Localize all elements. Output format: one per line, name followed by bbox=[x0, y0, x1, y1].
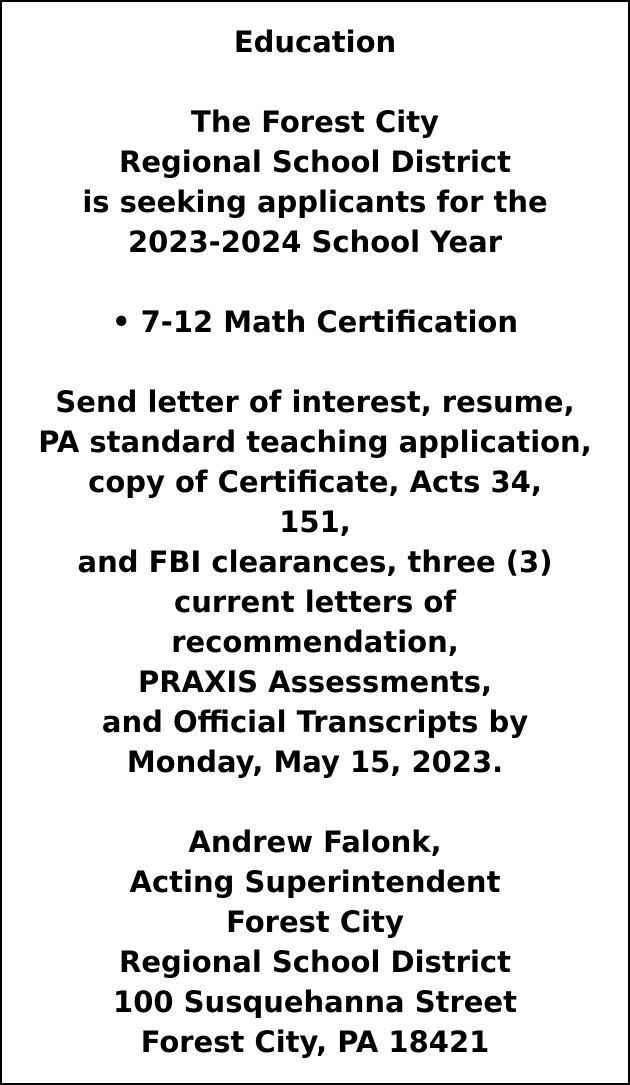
ad-heading: Education bbox=[233, 25, 397, 59]
spacer bbox=[2, 342, 628, 382]
deadline-line: Monday, May 15, 2023. bbox=[126, 745, 504, 779]
instructions-line-6: current letters of bbox=[174, 585, 456, 619]
instructions-line-2: PA standard teaching application, bbox=[38, 425, 592, 459]
spacer bbox=[2, 782, 628, 822]
contact-name: Andrew Falonk, bbox=[188, 825, 442, 859]
intro-line-2: Regional School District bbox=[119, 145, 511, 179]
instructions-line-3: copy of Certificate, Acts 34, bbox=[88, 465, 542, 499]
contact-org-line-2: Regional School District bbox=[119, 945, 511, 979]
intro-line-3: is seeking applicants for the bbox=[82, 185, 548, 219]
contact-city-state-zip: Forest City, PA 18421 bbox=[140, 1025, 490, 1059]
contact-street: 100 Susquehanna Street bbox=[113, 985, 517, 1019]
intro-line-1: The Forest City bbox=[191, 105, 439, 139]
spacer bbox=[2, 62, 628, 102]
instructions-line-1: Send letter of interest, resume, bbox=[55, 385, 575, 419]
instructions-line-7: recommendation, bbox=[171, 625, 459, 659]
instructions-line-9: and Official Transcripts by bbox=[101, 705, 529, 739]
position-item: • 7-12 Math Certification bbox=[111, 305, 518, 339]
contact-title: Acting Superintendent bbox=[129, 865, 501, 899]
intro-line-4: 2023-2024 School Year bbox=[127, 225, 503, 259]
spacer bbox=[2, 262, 628, 302]
instructions-line-4: 151, bbox=[279, 505, 351, 539]
contact-org-line-1: Forest City bbox=[226, 905, 404, 939]
instructions-line-5: and FBI clearances, three (3) bbox=[77, 545, 553, 579]
instructions-line-8: PRAXIS Assessments, bbox=[138, 665, 492, 699]
